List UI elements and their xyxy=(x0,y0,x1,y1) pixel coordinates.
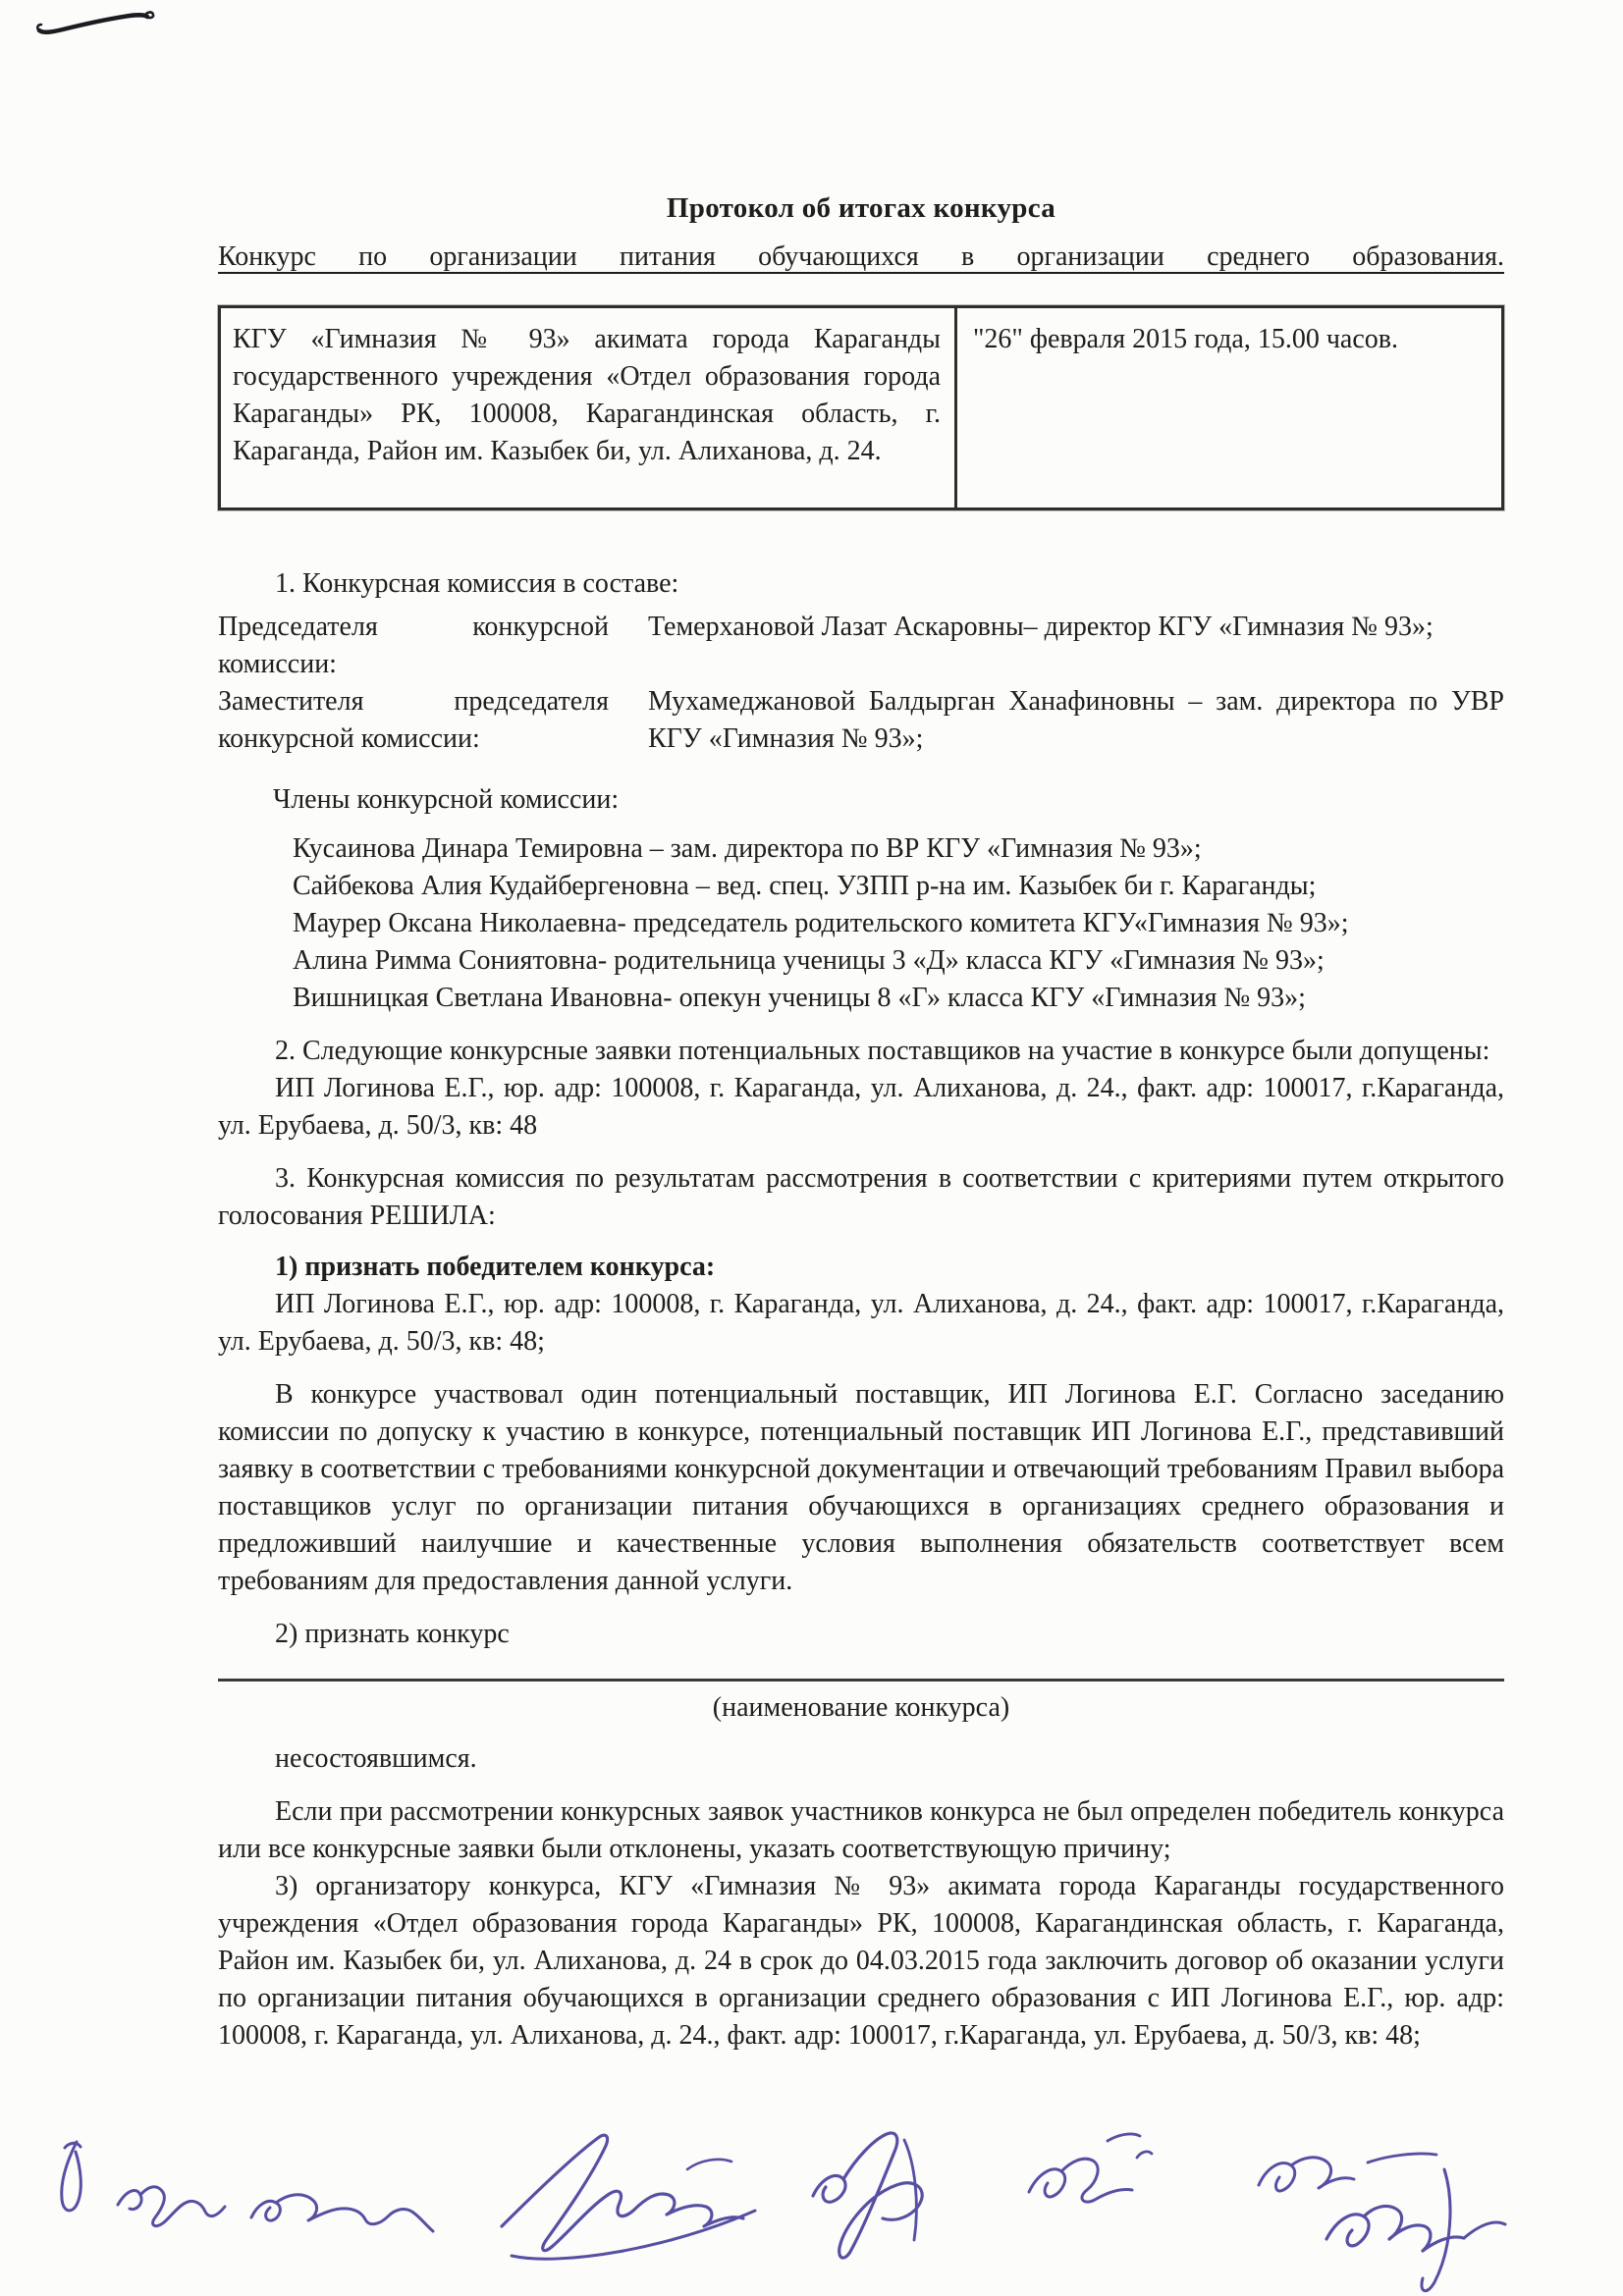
commission-roles xyxy=(218,609,1504,758)
signature-4 xyxy=(502,2135,755,2259)
role-person-chairman: Темерхановой Лазат Аскаровны– директор КГУ «Гимназия № 93»; xyxy=(648,612,1434,642)
member-item: Алина Римма Сониятовна- родительница ученицы 3 «Д» класса КГУ «Гимназия № 93»; xyxy=(293,945,1325,976)
signature-5 xyxy=(813,2133,922,2258)
commission-heading: 1. Конкурсная комиссия в составе: xyxy=(275,568,679,599)
fill-in-blank-line xyxy=(218,1679,1504,1682)
members-heading: Члены конкурсной комиссии: xyxy=(273,784,620,815)
decision3-paragraph: 3) организатору конкурса, КГУ «Гимназия № 93» акимата города Караганды государственного учреждения «Отдел образования города Караганды» РК, 100008, Карагандинская область, г. Караганда, Район им. Казыбек би, ул. Алиханова, д. 24 в срок до 04.03.2015 года заключить договор об оказании услуги по организации питания обучающихся в организации среднего образования с ИП Логинова Е.Г., юр. адр: 100008, г. Караганда, ул. Алиханова, д. 24., факт. адр: 100017, г.Караганда, ул. Ерубаева, д. 50/3, кв: 48; xyxy=(218,1871,1504,2051)
winner-details: ИП Логинова Е.Г., юр. адр: 100008, г. Караганда, ул. Алиханова, д. 24., факт. адр: 100017, г.Караганда, ул. Ерубаева, д. 50/3, кв: 48; xyxy=(218,1289,1504,1357)
member-item: Маурер Оксана Николаевна- председатель родительского комитета КГУ«Гимназия № 93»; xyxy=(293,908,1349,938)
signature-3 xyxy=(251,2195,433,2231)
role-label-deputy: Заместителя председателя конкурсной комиссии: xyxy=(218,686,609,754)
signature-1 xyxy=(62,2142,81,2211)
section2-supplier: ИП Логинова Е.Г., юр. адр: 100008, г. Караганда, ул. Алиханова, д. 24., факт. адр: 100017, г.Караганда, ул. Ерубаева, д. 50/3, кв: 48 xyxy=(218,1073,1504,1141)
members-list xyxy=(218,830,1504,1017)
role-label-chairman: Председателя конкурсной комиссии: xyxy=(218,612,609,679)
info-table-organizer-cell: КГУ «Гимназия № 93» акимата города Караганды государственного учреждения «Отдел образования города Караганды» РК, 100008, Карагандинская область, г. Караганда, Район им. Казыбек би, ул. Алиханова, д. 24. xyxy=(221,308,957,507)
page-title: Протокол об итогах конкурса xyxy=(666,192,1056,224)
member-item: Кусаинова Динара Темировна – зам. директора по ВР КГУ «Гимназия № 93»; xyxy=(293,833,1202,864)
member-item: Сайбекова Алия Кудайбергеновна – вед. спец. УЗПП р-на им. Казыбек би г. Караганды; xyxy=(293,871,1317,901)
pen-mark-icon xyxy=(0,0,216,59)
section2-intro: 2. Следующие конкурсные заявки потенциальных поставщиков на участие в конкурсе были допущены: xyxy=(275,1036,1490,1066)
section3-intro: 3. Конкурсная комиссия по результатам рассмотрения в соответствии с критериями путем открытого голосования РЕШИЛА: xyxy=(218,1163,1504,1231)
document-body xyxy=(218,0,1504,2055)
signature-2 xyxy=(118,2187,225,2226)
justification-paragraph: В конкурсе участвовал один потенциальный поставщик, ИП Логинова Е.Г. Согласно заседанию комиссии по допуску к участию в конкурсе, потенциальный поставщик ИП Логинова Е.Г., представивший заявку в соответствии с требованиями конкурсной документации и отвечающий требованиям Правил выбора поставщиков услуг по организации питания обучающихся в организациях среднего образования и предложивший наилучшие и качественные условия выполнения обязательств соответствует всем требованиям для предоставления данной услуги. xyxy=(218,1379,1504,1596)
member-item: Вишницкая Светлана Ивановна- опекун ученицы 8 «Г» класса КГУ «Гимназия № 93»; xyxy=(293,983,1306,1013)
info-table-datetime-cell: "26" февраля 2015 года, 15.00 часов. xyxy=(973,324,1398,354)
decision1-heading: 1) признать победителем конкурса: xyxy=(275,1252,716,1282)
failed-word: несостоявшимся. xyxy=(275,1743,477,1774)
signature-6 xyxy=(1029,2134,1152,2202)
decision2-line: 2) признать конкурс xyxy=(275,1619,510,1649)
signature-7 xyxy=(1259,2154,1505,2291)
blank-caption: (наименование конкурса) xyxy=(712,1692,1010,1723)
role-person-deputy: Мухамеджановой Балдырган Ханафиновны – зам. директора по УВР КГУ «Гимназия № 93»; xyxy=(648,686,1504,754)
competition-subtitle: Конкурс по организации питания обучающихся в организации среднего образования. xyxy=(218,241,1504,272)
note-paragraph: Если при рассмотрении конкурсных заявок участников конкурса не был определен победитель конкурса или все конкурсные заявки были отклонены, указать соответствующую причину; xyxy=(218,1796,1504,1864)
signatures-row xyxy=(0,2101,1623,2296)
pen-mark-stroke xyxy=(39,15,147,31)
info-table xyxy=(218,305,1504,510)
